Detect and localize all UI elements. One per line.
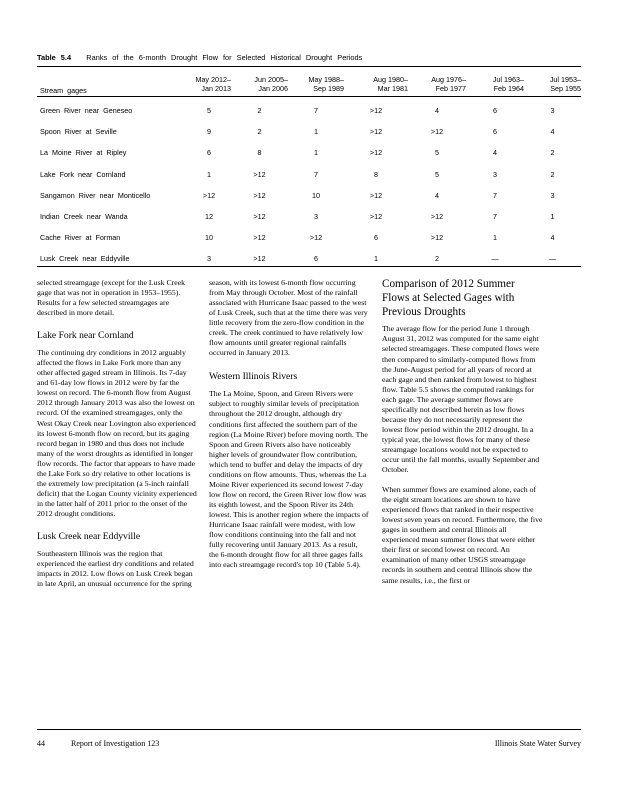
series-title: Report of Investigation 123 bbox=[71, 739, 160, 748]
gage-name: Cache River at Forman bbox=[40, 233, 121, 243]
rank-cell: 2 bbox=[550, 148, 555, 158]
rank-cell: 9 bbox=[207, 127, 211, 137]
rank-cell: — bbox=[548, 254, 557, 264]
period-header: May 1988– Sep 1989 bbox=[308, 75, 344, 93]
section-heading: Lake Fork near Cornland bbox=[37, 330, 134, 342]
rank-cell: 7 bbox=[493, 212, 497, 222]
period-header: Jul 1953– Sep 1955 bbox=[549, 75, 581, 93]
rank-cell: >12 bbox=[430, 233, 444, 243]
page-number: 44 bbox=[37, 739, 45, 748]
paragraph: selected streamgage (except for the Lusk Creek gage that was not in operation in 1953–1955). Results for a few selected streamgages are described in more detail. bbox=[37, 278, 186, 318]
section-heading: Western Illinois Rivers bbox=[209, 371, 298, 383]
rank-cell: 1 bbox=[493, 233, 497, 243]
rank-cell: 3 bbox=[207, 254, 211, 264]
gage-name: Lake Fork near Cornland bbox=[40, 169, 126, 179]
section-heading: Lusk Creek near Eddyville bbox=[37, 530, 141, 542]
period-header: Aug 1980– Mar 1981 bbox=[373, 75, 408, 93]
text-column-2 bbox=[209, 278, 369, 570]
rank-cell: 6 bbox=[374, 233, 378, 243]
gage-name: Indian Creek near Wanda bbox=[40, 212, 128, 222]
rank-cell: 7 bbox=[314, 106, 318, 116]
rank-cell: 5 bbox=[435, 148, 439, 158]
rank-cell: >12 bbox=[369, 190, 383, 200]
rank-cell: >12 bbox=[202, 190, 216, 200]
rank-cell: 6 bbox=[493, 106, 497, 116]
paragraph: Southeastern Illinois was the region that experienced the earliest dry conditions and related impacts in 2012. Low flows on Lusk Creek began in late April, an unusual occurrence for the spring bbox=[37, 548, 194, 589]
rank-cell: 8 bbox=[374, 169, 378, 179]
gage-name: La Moine River at Ripley bbox=[40, 148, 127, 158]
rank-cell: 4 bbox=[550, 127, 555, 137]
rank-cell: 6 bbox=[493, 127, 497, 137]
rank-cell: 2 bbox=[435, 254, 439, 264]
rank-cell: >12 bbox=[253, 169, 266, 179]
rank-cell: 4 bbox=[435, 106, 439, 116]
rank-cell: >12 bbox=[253, 254, 266, 264]
period-header: May 2012– Jan 2013 bbox=[195, 75, 231, 93]
rank-cell: >12 bbox=[430, 212, 444, 222]
paragraph: The average flow for the period June 1 through August 31, 2012 was computed for the same eight selected streamgages. These computed flows were then compared to similarly-computed flows from the June-August period for all years of record at each gage and then ranked from lowest to highest flow. Table 5.5 shows the computed rankings for each gage. The average summer flows are specifically not described herein as low flows because they do not necessarily represent the lowest flow period within the 2012 drought. In a typical year, the lowest flows for many of these streamgage locations would not be expected to occur until the fall months, usually September and October. bbox=[382, 324, 540, 475]
rank-cell: 3 bbox=[493, 169, 497, 179]
rank-cell: 4 bbox=[550, 233, 555, 243]
section-heading: Comparison of 2012 Summer Flows at Selected Gages with Previous Droughts bbox=[382, 278, 515, 318]
stub-header: Stream gages bbox=[40, 86, 87, 96]
rank-cell: 1 bbox=[374, 254, 378, 264]
gage-name: Spoon River at Seville bbox=[40, 127, 117, 137]
rank-cell: 12 bbox=[205, 212, 213, 222]
rank-cell: >12 bbox=[253, 212, 266, 222]
rank-cell: 5 bbox=[207, 106, 211, 116]
period-header: Jul 1963– Feb 1964 bbox=[492, 75, 524, 93]
rank-cell: 3 bbox=[314, 212, 318, 222]
rank-cell: 2 bbox=[257, 127, 262, 137]
period-header: Jun 2005– Jan 2006 bbox=[254, 75, 288, 93]
rank-cell: >12 bbox=[369, 148, 383, 158]
table-row bbox=[37, 164, 581, 185]
gage-name: Lusk Creek near Eddyville bbox=[40, 254, 130, 264]
rank-cell: >12 bbox=[253, 190, 266, 200]
rank-cell: 10 bbox=[205, 233, 213, 243]
rank-cell: 4 bbox=[435, 190, 439, 200]
paragraph: When summer flows are examined alone, each of the eight stream locations are shown to have experienced flows that ranked in their respective lowest seven years on record. Furthermore, the five gages in southern and central Illinois all experienced mean summer flows that were either their first or second lowest on record. An examination of many other USGS streamgage records in southern and central Illinois show the same results, i.e., the first or bbox=[382, 485, 543, 585]
period-header: Aug 1976– Feb 1977 bbox=[431, 75, 466, 93]
gage-name: Sangamon River near Monticello bbox=[40, 190, 151, 200]
rank-cell: 8 bbox=[257, 148, 262, 158]
table-caption-text: Ranks of the 6-month Drought Flow for Selected Historical Drought Periods bbox=[86, 53, 363, 62]
table-row bbox=[37, 185, 581, 206]
rank-cell: 1 bbox=[314, 148, 318, 158]
rank-cell: 5 bbox=[435, 169, 439, 179]
gage-name: Green River near Geneseo bbox=[40, 106, 133, 116]
footer-rule bbox=[37, 729, 581, 730]
text-column-3 bbox=[382, 278, 544, 586]
rank-cell: 3 bbox=[550, 106, 555, 116]
rank-cell: 4 bbox=[493, 148, 497, 158]
rank-cell: >12 bbox=[309, 233, 323, 243]
table-row bbox=[37, 206, 581, 227]
rank-cell: >12 bbox=[253, 233, 266, 243]
rank-cell: 3 bbox=[550, 190, 555, 200]
rank-cell: 2 bbox=[257, 106, 262, 116]
rank-cell: 1 bbox=[207, 169, 211, 179]
table-bottom-rule bbox=[37, 266, 581, 267]
rank-cell: >12 bbox=[369, 127, 383, 137]
rank-cell: >12 bbox=[369, 106, 383, 116]
table-caption bbox=[37, 53, 362, 62]
rank-cell: 7 bbox=[493, 190, 497, 200]
rank-cell: 6 bbox=[314, 254, 318, 264]
paragraph: season, with its lowest 6-month flow occurring from May through October. Most of the rainfall associated with Hurricane Isaac passed to the west of Lusk Creek, such that at the time there was very little recovery from the zero-flow condition in the creek. The creek continued to have relatively low flow amounts until greater regional rainfalls occurred in January 2013. bbox=[209, 278, 368, 358]
publisher: Illinois State Water Survey bbox=[494, 739, 581, 748]
table-row bbox=[37, 100, 581, 121]
rank-cell: 2 bbox=[550, 169, 555, 179]
table-caption-label: Table 5.4 bbox=[37, 53, 72, 62]
table-row bbox=[37, 227, 581, 248]
table-row bbox=[37, 121, 581, 142]
text-column-1 bbox=[37, 278, 198, 589]
rank-cell: 1 bbox=[314, 127, 318, 137]
rank-cell: 1 bbox=[550, 212, 555, 222]
table-top-rule bbox=[37, 66, 581, 67]
rank-cell: >12 bbox=[430, 127, 444, 137]
paragraph: The La Moine, Spoon, and Green Rivers were subject to roughly similar levels of precipitation throughout the 2012 drought, although dry conditions first affected the southern part of the region (La Moine River) before moving north. The Spoon and Green Rivers also have noticeably higher levels of groundwater flow contribution, which tend to buffer and delay the impacts of dry conditions on flow amounts. Thus, whereas the La Moine River experienced its second lowest 7-day low flow on record, the Green River low flow was its eighth lowest, and the Spoon River its 24th lowest. This is another region where the impacts of Hurricane Isaac rainfall were modest, with low flow conditions continuing into the fall and not fully recovering until January 2013. As a result, the 6-month drought flow for all three gages falls into each streamgage record's top 10 (Table 5.4). bbox=[209, 389, 369, 570]
rank-cell: 10 bbox=[312, 190, 320, 200]
drought-rank-table bbox=[37, 70, 581, 270]
table-header-rule bbox=[37, 96, 581, 97]
paragraph: The continuing dry conditions in 2012 arguably affected the flows in Lake Fork more than any other affected gaged stream in Illinois. Its 7-day and 61-day low flows in 2012 were by far the lowest on record. The 6-month flow from August 2012 through January 2013 was also the lowest on record. Of the examined streamgages, only the West Okay Creek near Lovington also experienced its lowest 6-month flow on record, but its gaging record began in 1980 and thus does not include many of the worst droughts as identified in longer flow records. The factor that appears to have made the Lake Fork so dry relative to other locations is the extremely low precipitation (a 5-inch rainfall deficit) that the Logan County vicinity experienced in the latter half of 2011 prior to the onset of the 2012 drought conditions. bbox=[37, 348, 197, 518]
rank-cell: — bbox=[491, 254, 499, 264]
rank-cell: 7 bbox=[314, 169, 318, 179]
rank-cell: 6 bbox=[207, 148, 211, 158]
rank-cell: >12 bbox=[369, 212, 383, 222]
table-row bbox=[37, 142, 581, 163]
